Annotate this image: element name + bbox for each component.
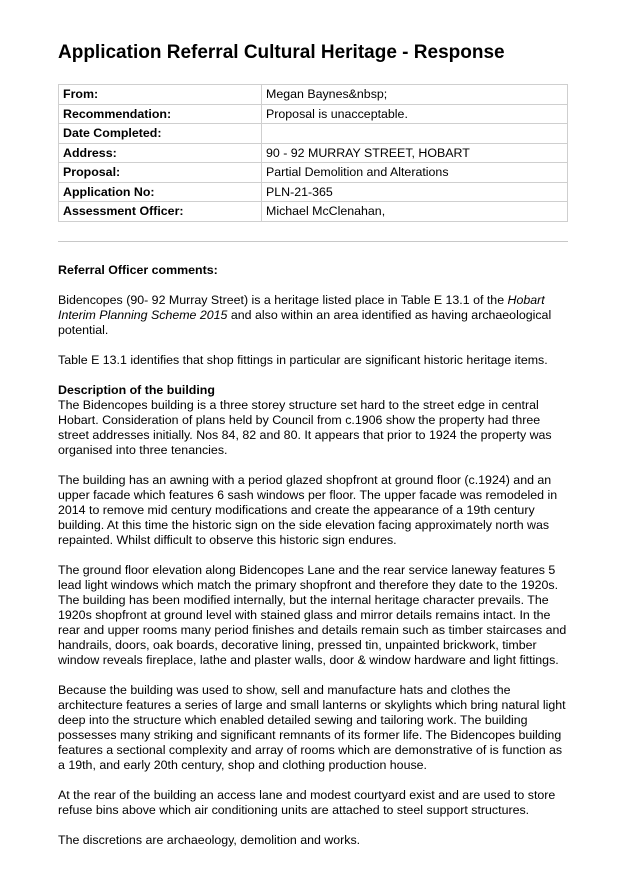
row-value: Megan Baynes&nbsp; [262, 85, 568, 105]
row-label: Assessment Officer: [59, 202, 262, 222]
row-label: Proposal: [59, 163, 262, 183]
table-row [59, 104, 568, 124]
row-label: Address: [59, 143, 262, 163]
planning-scheme-title: Hobart Interim Planning Scheme 2015 [58, 293, 545, 322]
row-value: 90 - 92 MURRAY STREET, HOBART [262, 143, 568, 163]
row-value: PLN-21-365 [262, 182, 568, 202]
paragraph-awning: The building has an awning with a period glazed shopfront at ground floor (c.1924) and an upper facade which features 6 sash windows per floor. The upper facade was remodeled in 2014 to remove mid century modifications and create the appearance of a 19th century building. At this time the historic sign on the side elevation facing approximately north was repainted. Whilst difficult to observe this historic sign endures. [58, 473, 558, 547]
table-row [59, 182, 568, 202]
row-label: Application No: [59, 182, 262, 202]
paragraph-intro [58, 293, 568, 338]
comments-heading: Referral Officer comments: [58, 263, 218, 277]
paragraph-table-note: Table E 13.1 identifies that shop fittings in particular are significant historic heritage items. [58, 353, 548, 367]
paragraph-ground-floor: The ground floor elevation along Bidencopes Lane and the rear service laneway features 5 lead light windows which match the primary shopfront and therefore they date to the 1920s. The building has been modified internally, but the internal heritage character prevails. The 1920s shopfront at ground level with stained glass and mirror details remains intact. In the rear and upper rooms many period finishes and details remain such as timber staircases and handrails, doors, oak boards, decorative lining, pressed tin, unpainted brickwork, timber window reveals fireplace, lathe and plaster walls, door & window hardware and light fittings. [58, 563, 567, 667]
intro-text-b: and also within an area identified as having archaeological potential. [58, 308, 552, 337]
table-row [59, 163, 568, 183]
row-label: Date Completed: [59, 124, 262, 144]
paragraph-rear: At the rear of the building an access lane and modest courtyard exist and are used to store refuse bins above which air conditioning units are attached to steel support structures. [58, 788, 556, 817]
table-row [59, 124, 568, 144]
row-label: Recommendation: [59, 104, 262, 124]
page-title: Application Referral Cultural Heritage - Response [58, 42, 505, 63]
row-label: From: [59, 85, 262, 105]
comments-section [58, 263, 568, 863]
table-row [59, 143, 568, 163]
section-divider [58, 241, 568, 242]
row-value: Michael McClenahan, [262, 202, 568, 222]
paragraph-discretions: The discretions are archaeology, demolition and works. [58, 833, 361, 847]
paragraph-description: The Bidencopes building is a three storey structure set hard to the street edge in central Hobart. Consideration of plans held by Council from c.1906 show the property had three street addresses initially. Nos 84, 82 and 80. It appears that prior to 1924 the property was organised into three tenancies. [58, 398, 552, 457]
referral-details-table [58, 84, 568, 222]
table-row [59, 202, 568, 222]
paragraph-architecture: Because the building was used to show, sell and manufacture hats and clothes the architecture features a series of large and small lanterns or skylights which bring natural light deep into the structure which enabled detailed sewing and tailoring work. The building possesses many striking and significant remnants of its former life. The Bidencopes building features a sectional complexity and array of rooms which are demonstrative of is function as a 19th, and early 20th century, shop and clothing production house. [58, 683, 566, 772]
row-value: Partial Demolition and Alterations [262, 163, 568, 183]
description-heading: Description of the building [58, 383, 215, 397]
row-value: Proposal is unacceptable. [262, 104, 568, 124]
table-row [59, 85, 568, 105]
intro-text-a: Bidencopes (90- 92 Murray Street) is a heritage listed place in Table E 13.1 of the [58, 293, 508, 307]
row-value [262, 124, 568, 144]
